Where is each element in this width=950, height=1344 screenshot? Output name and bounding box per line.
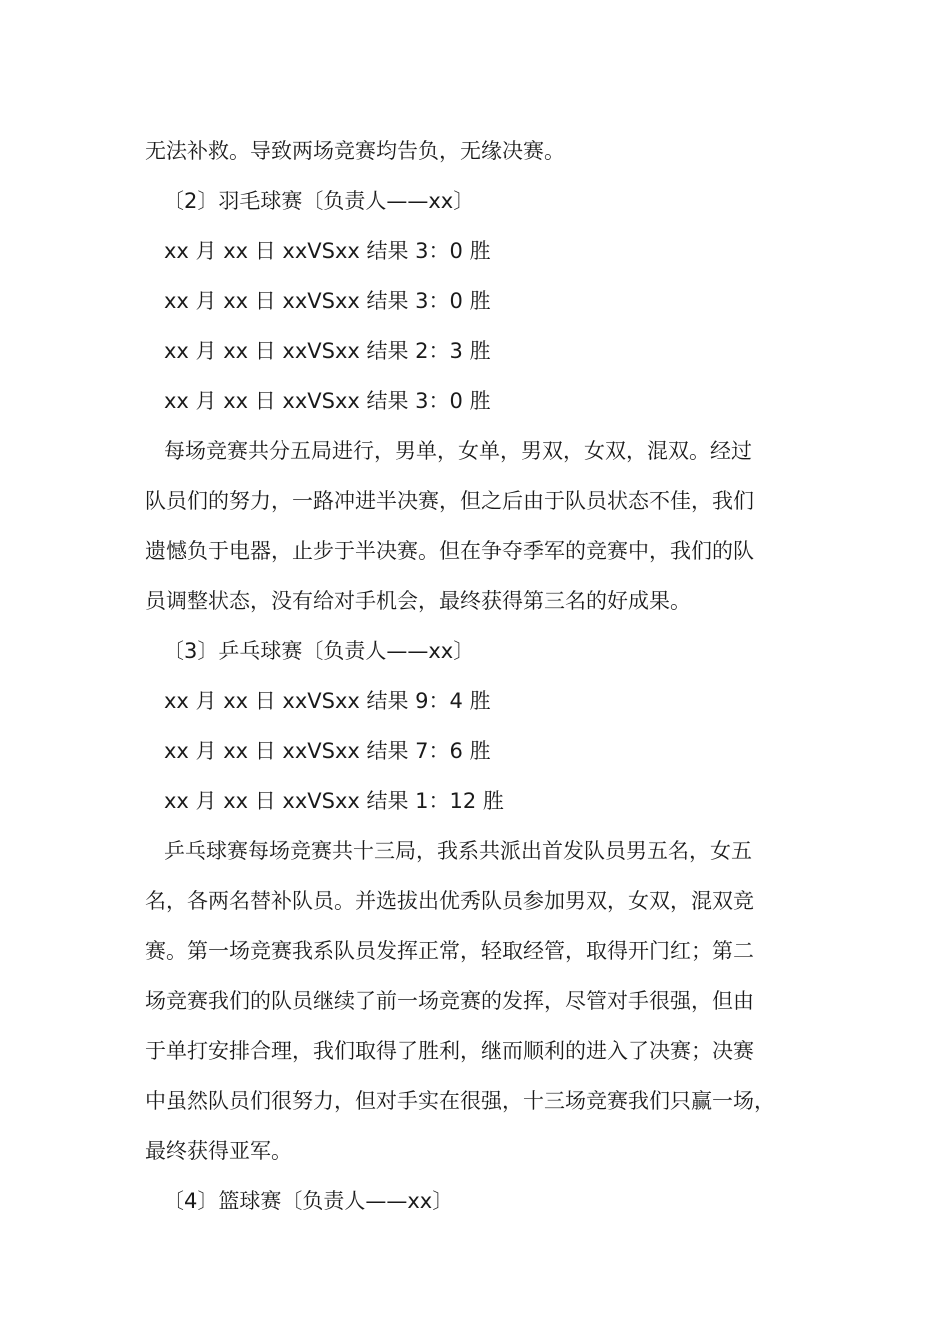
match-result-line: xx 月 xx 日 xxVSxx 结果 3：0 胜: [164, 389, 491, 413]
paragraph-line: 赛。第一场竞赛我系队员发挥正常，轻取经管，取得开门红；第二: [145, 939, 754, 963]
match-result-line: xx 月 xx 日 xxVSxx 结果 3：0 胜: [164, 239, 491, 263]
paragraph-line: 每场竞赛共分五局进行，男单，女单，男双，女双，混双。经过: [164, 439, 752, 463]
section-heading-badminton: 〔2〕羽毛球赛〔负责人——xx〕: [163, 189, 475, 213]
match-result-line: xx 月 xx 日 xxVSxx 结果 3：0 胜: [164, 289, 491, 313]
paragraph-line: 乒乓球赛每场竞赛共十三局，我系共派出首发队员男五名，女五: [164, 839, 752, 863]
section-heading-table-tennis: 〔3〕乒乓球赛〔负责人——xx〕: [163, 639, 475, 663]
paragraph-line: 员调整状态，没有给对手机会，最终获得第三名的好成果。: [145, 589, 691, 613]
paragraph-line: 无法补救。导致两场竞赛均告负，无缘决赛。: [145, 139, 565, 163]
match-result-line: xx 月 xx 日 xxVSxx 结果 7：6 胜: [164, 739, 491, 763]
section-heading-basketball: 〔4〕篮球赛〔负责人——xx〕: [163, 1189, 454, 1213]
match-result-line: xx 月 xx 日 xxVSxx 结果 1：12 胜: [164, 789, 504, 813]
paragraph-line: 于单打安排合理，我们取得了胜利，继而顺利的进入了决赛；决赛: [145, 1039, 754, 1063]
match-result-line: xx 月 xx 日 xxVSxx 结果 9：4 胜: [164, 689, 491, 713]
match-result-line: xx 月 xx 日 xxVSxx 结果 2：3 胜: [164, 339, 491, 363]
paragraph-line: 场竞赛我们的队员继续了前一场竞赛的发挥，尽管对手很强，但由: [145, 989, 754, 1013]
paragraph-line: 遗憾负于电器，止步于半决赛。但在争夺季军的竞赛中，我们的队: [145, 539, 754, 563]
paragraph-line: 队员们的努力，一路冲进半决赛，但之后由于队员状态不佳，我们: [145, 489, 754, 513]
paragraph-line: 名，各两名替补队员。并选拔出优秀队员参加男双，女双，混双竞: [145, 889, 754, 913]
paragraph-line: 最终获得亚军。: [145, 1139, 292, 1163]
paragraph-line: 中虽然队员们很努力，但对手实在很强，十三场竞赛我们只赢一场，: [145, 1089, 775, 1113]
